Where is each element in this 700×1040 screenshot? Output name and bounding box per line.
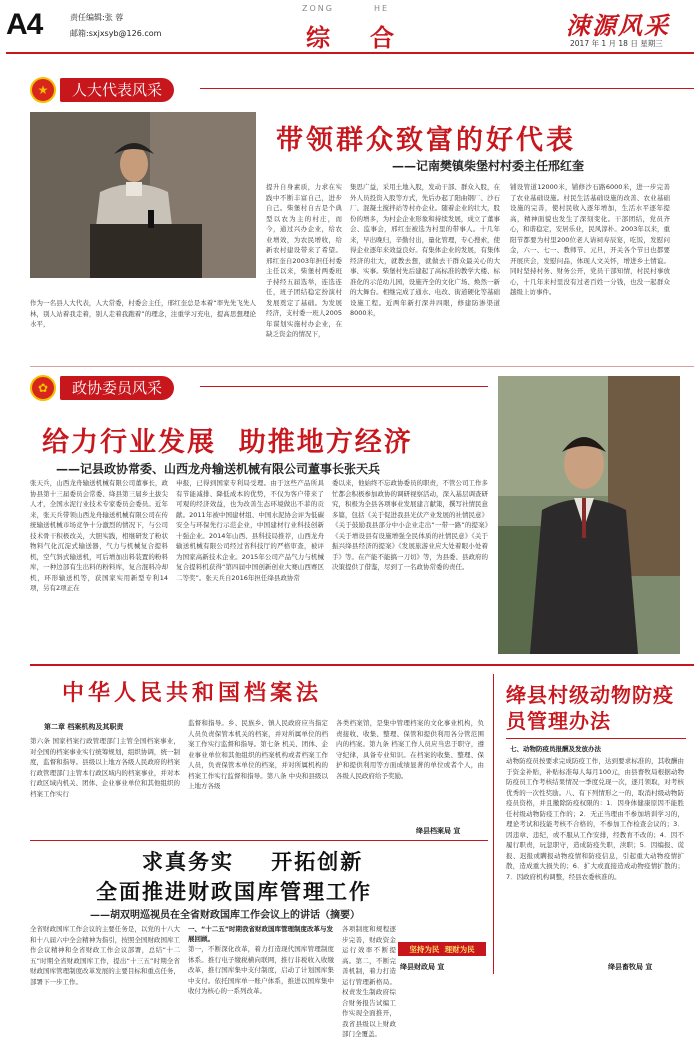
section-divider-2 bbox=[30, 664, 694, 666]
section-cppcc-rule bbox=[200, 386, 488, 387]
section-npc-rule bbox=[200, 88, 694, 89]
npc-portrait-photo bbox=[30, 112, 256, 278]
archives-chapter-title: 第二章 档案机构及其职责 bbox=[44, 723, 124, 731]
section-pinyin-right: HE bbox=[374, 4, 390, 13]
npc-body-col1: 提升自身素质，力求在实践中不断丰富自己，进步自己。柴堡村自古是个典型以农为主的村庄，而今，通过兴办企业，给农业增效，为农民增收，给新农村建设带来了希望。邢红奎自2003年担任村委主任以来，柴堡村两委班子持经五届选举，连选连任，班子团结稳定扮演村发展奠定了基础。为发展经济，支村委一班人2005年谋划实施村办企业，在缺乏资金的情况下， bbox=[266, 183, 342, 338]
section-divider-3 bbox=[30, 840, 488, 841]
headline-npc: 带领群众致富的好代表 bbox=[276, 125, 576, 156]
brand-logo-text: 涑源风采 bbox=[566, 11, 670, 40]
subhead-cppcc: ——记县政协常委、山西龙舟输送机械有限公司董事长张天兵 bbox=[56, 462, 381, 476]
treasury-slogan-text: 坚持为民 理财为民 bbox=[409, 944, 475, 954]
cppcc-body-col2: 申报，已得到国家专利局受理。由于这些产品所具有节能减排、降低成本的优势，不仅为客户带来了可观的经济效益，也为改善生态环境做出不菲的贡献。2011年被中国建材组、中国水泥协会评为低碳安全与环保先行示范企业，中国建材行业科技创新十强企业。2014年山西、县科技局推荐，山西龙舟输送机械有限公司经过省科技厅的严格审查，被评为国家高新技术企业。2015年公司产品气力与机械复合提料机获得“第四届中国创新创业大赛山西赛区二等奖”。张天兵自2016年担任绛县政协常 bbox=[176, 479, 324, 582]
archives-body-col3: 各类档案馆，是集中管理档案的文化事业机构，负责接收、收集、整理、保管和提供利用各分管范围内的档案。第九条 档案工作人员应当忠于职守，遵守纪律，具备专业知识。在档案的收集、整理、保护和提供利用等方面成绩显著的单位或者个人，由各级人民政府给予奖励。 bbox=[336, 719, 484, 780]
npc-body-col3: 铺设管道12000米，铺修沙石路6000米，进一步完善了农业基础设施。村民生活基础设施的改善、农业基础设施的完善，使村民收入逐年增加，生活水平逐年提高，精神面貌也发生了深刻变化。干部团结，党员齐心，和谐稳定，安居乐业，民风淳朴。2003年以来，重阳节都要为村里200位老人请祠寿辰宴，吃饭，发慰问金，六一、七一、教师节、元旦，开关各个节日也都要开展庆会，发慰问品，体现人文关怀，增进乡土情谊。同时坚持村务、财务公开，党员干部知情，村民村事放心，十几年来村里没有过老百姓一分钱，也没一起群众越级上访事件。 bbox=[510, 183, 670, 296]
section-label-npc: 人大代表风采 bbox=[60, 78, 174, 102]
section-bar-npc bbox=[30, 78, 174, 102]
treasury-col2-title: 一、“十二五”时期我省财政国库管理制度改革与发展回顾。 bbox=[188, 925, 334, 943]
animal-headline-rule bbox=[506, 738, 686, 739]
treasury-body-col3: 各项制度和规程逐步完善，财政资金运行效率不断提高。第二，不断完善机制，着力打造运行管理新格局。权责发生制政府综合财务报告试编工作实现全面推开，我省县级以上财政部门全覆盖。 bbox=[342, 925, 396, 1038]
npc-emblem-icon: ★ bbox=[30, 77, 56, 103]
editor-credit: 责任编辑:张 蓉 bbox=[70, 13, 124, 22]
treasury-body-col2: 第一，不断深化改革，着力打造现代国库管理制度体系。推行电子缴税横向联网，推行非税收入收缴改革，推行国库集中支付制度，启动了计划国库集中支付。依托国库单一账户体系，推进以国库集中收付为核心的一系列改革。 bbox=[188, 945, 334, 995]
subhead-npc: ——记南樊镇柴堡村村委主任邢红奎 bbox=[392, 159, 585, 173]
animal-subhead: 七、动物防疫员报酬及发放办法 bbox=[510, 745, 601, 753]
cppcc-body-col3: 委以来，他始终不忘政协委员的职责，不管公司工作多忙都会积极参加政协的调研视察活动，深入基层调查研究，积极为全县各项事业发展建言献策，撰写社情民意多篇，包括《关于促进我县光伏产业发展的社情民意》《关于鼓励我县部分中小企业走出“一带一路”的提案》《关于增设县有设施增强全民体质的社情民意》《关于振兴绛县经济的提案》《发展旅游业应大处着眼小处着手》等。在产能不能搞一刀切》等，为县委、县政府的决策提供了借鉴，尽到了一名政协常委的责任。 bbox=[332, 479, 488, 571]
headline-treasury-1: 求真务实 开拓创新 bbox=[142, 849, 364, 874]
animal-body: 动物防疫员按要求完成防疫工作，达到要求标准的，其收酬由于资金补贴，补贴标准每人每月100元，由县畜牧局根据动物防疫员工作考核结果情况一季度兑现一次，逐月领取，对考核优秀的一次性奖励。八、有下列情形之一的，取消村级动物防疫员资格，并且撤除防疫权限的：1．因身体健康原因不能胜任村级动物防疫工作的；2．无正当理由不参加培训学习的，理论考试和技能考核不合格的，不参加工作检查会议的；3．因违章、违纪，或不服从工作安排，经教育不改的；4．因不履行职责，玩忽职守，造成防疫失职，渎职；5．因编报、谎报、迟报或瞒报动物疫情和防疫信息，引起重大动物疫情扩散，造成重大损失的；6．扩大或直接造成动物疫情扩散的；7．因政府机构调整，经县农委核准的。 bbox=[506, 757, 684, 881]
section-title-char-1: 综 bbox=[306, 23, 330, 52]
page-number: A4 bbox=[6, 8, 43, 41]
section-label-cppcc: 政协委员风采 bbox=[60, 376, 174, 400]
editor-email: 邮箱:sxjxsyb@126.com bbox=[70, 29, 162, 38]
headline-animal-epidemic bbox=[506, 682, 682, 734]
section-divider-1 bbox=[30, 366, 694, 367]
treasury-slogan-stamp bbox=[398, 942, 486, 956]
archives-source: 绛县档案局 宣 bbox=[416, 827, 461, 835]
treasury-body-col1: 全省财政国库工作会议的主要任务是，以党的十八大和十八届六中全会精神为指引，按照全国财政国库工作会议精神和全省财政工作会议部署，总结“十二五”时期全省财政国库工作，提出“十三五”时期全省财政国库管理制度改革发展的主要目标和重点任务，部署下一步工作。 bbox=[30, 925, 180, 986]
treasury-source: 绛县财政局 宣 bbox=[400, 963, 445, 971]
subhead-treasury: ——胡双明巡视员在全省财政国库工作会议上的讲话（摘要） bbox=[90, 910, 360, 921]
npc-body-col2: 集思广益，采用土地入股，发动干部、群众入股，在外人员投资入股等方式，先后办起了阳曲钢厂、沙石厂、混凝土搅拌站等村办企业。随着企业的壮大，股份的增多，为村企企业形象和持续发展，成立了董事会、监事会，邢红奎被选为村里的带事人。十几年来，早出晚归，辛勤付出，量化管理，专心搜索，使得企业逐年来效益良好。有集体企业的发展，有集体经济的壮大，就教去想，就做去干群众最关心的大事、实事。柴堡村先后建起了高标准的教学大楼、标准化的示范幼儿园，设施齐全的文化广场、焕然一新的大舞台。相继完成了通水、电改、街道硬化等基础设施工程。近两年新打深井四眼，修建防渗渠道8000米， bbox=[350, 183, 500, 317]
headline-cppcc: 给力行业发展 助推地方经济 bbox=[42, 427, 413, 458]
headline-treasury-2: 全面推进财政国库管理工作 bbox=[96, 879, 372, 904]
cppcc-portrait-photo bbox=[498, 376, 680, 654]
headline-animal-epidemic-text: 绛县村级动物防疫员管理办法 bbox=[506, 683, 674, 733]
section-bar-cppcc bbox=[30, 376, 174, 400]
column-divider bbox=[493, 674, 494, 974]
cppcc-body-col1: 张天兵，山西龙舟输送机械有限公司董事长，政协县第十三届委员会常委、绛县第三届乡土拔尖人才，全国水泥行业技术专家委员会委员。近年来，张天兵带领山西龙舟输送机械有限公司在传统输送机械市场竞争十分激烈的情况下，与公司技术骨干积极改关，大胆实践，相继研发了粉状物料气化沉淀式输送器，气力与机械复合提料机，空气斜式输送机，可后增加出料装置的粉料库，一种边部有生出料的粉料库，复合混料冷却机，环形输送机等，获国家实用新型专利14项，另有2项正在 bbox=[30, 479, 168, 592]
cppcc-emblem-icon: ✿ bbox=[30, 375, 56, 401]
archives-body-col1: 第六条 国家档案行政管理部门主管全国档案事业，对全国的档案事业实行统筹规划，组织协调，统一制度，监督和指导。县级以上地方各级人民政府的档案行政管理部门主管本行政区域内的档案事业，并对本行政区域内机关、团体、企业事业单位和其他组织的档案工作实行 bbox=[30, 737, 180, 798]
archives-body-col2: 监督和指导。乡、民族乡、镇人民政府应当指定人员负责保管本机关的档案，并对所属单位的档案工作实行监督和指导。第七条 机关、团体、企业事业单位和其他组织的档案机构或者档案工作人员，负责保管本单位的档案，并对所属机构的档案工作实行监督和指导。第八条 中央和县级以上地方各级 bbox=[188, 719, 328, 790]
issue-date: 2017 年 1 月 18 日 星期三 bbox=[570, 39, 663, 48]
section-title-char-2: 合 bbox=[370, 23, 394, 52]
animal-source: 绛县畜牧局 宣 bbox=[608, 963, 653, 971]
headline-archives-law: 中华人民共和国档案法 bbox=[62, 680, 323, 706]
npc-photo-caption: 作为一名县人大代表，人大常委，村委会主任，邢红奎总是本着“率先先飞先人林，别人站着我走着，别人走着我跑着”的理念，注重学习充电，提高思想理论水平， bbox=[30, 299, 256, 328]
header-rule bbox=[6, 52, 694, 54]
section-pinyin-left: ZONG bbox=[302, 4, 334, 13]
